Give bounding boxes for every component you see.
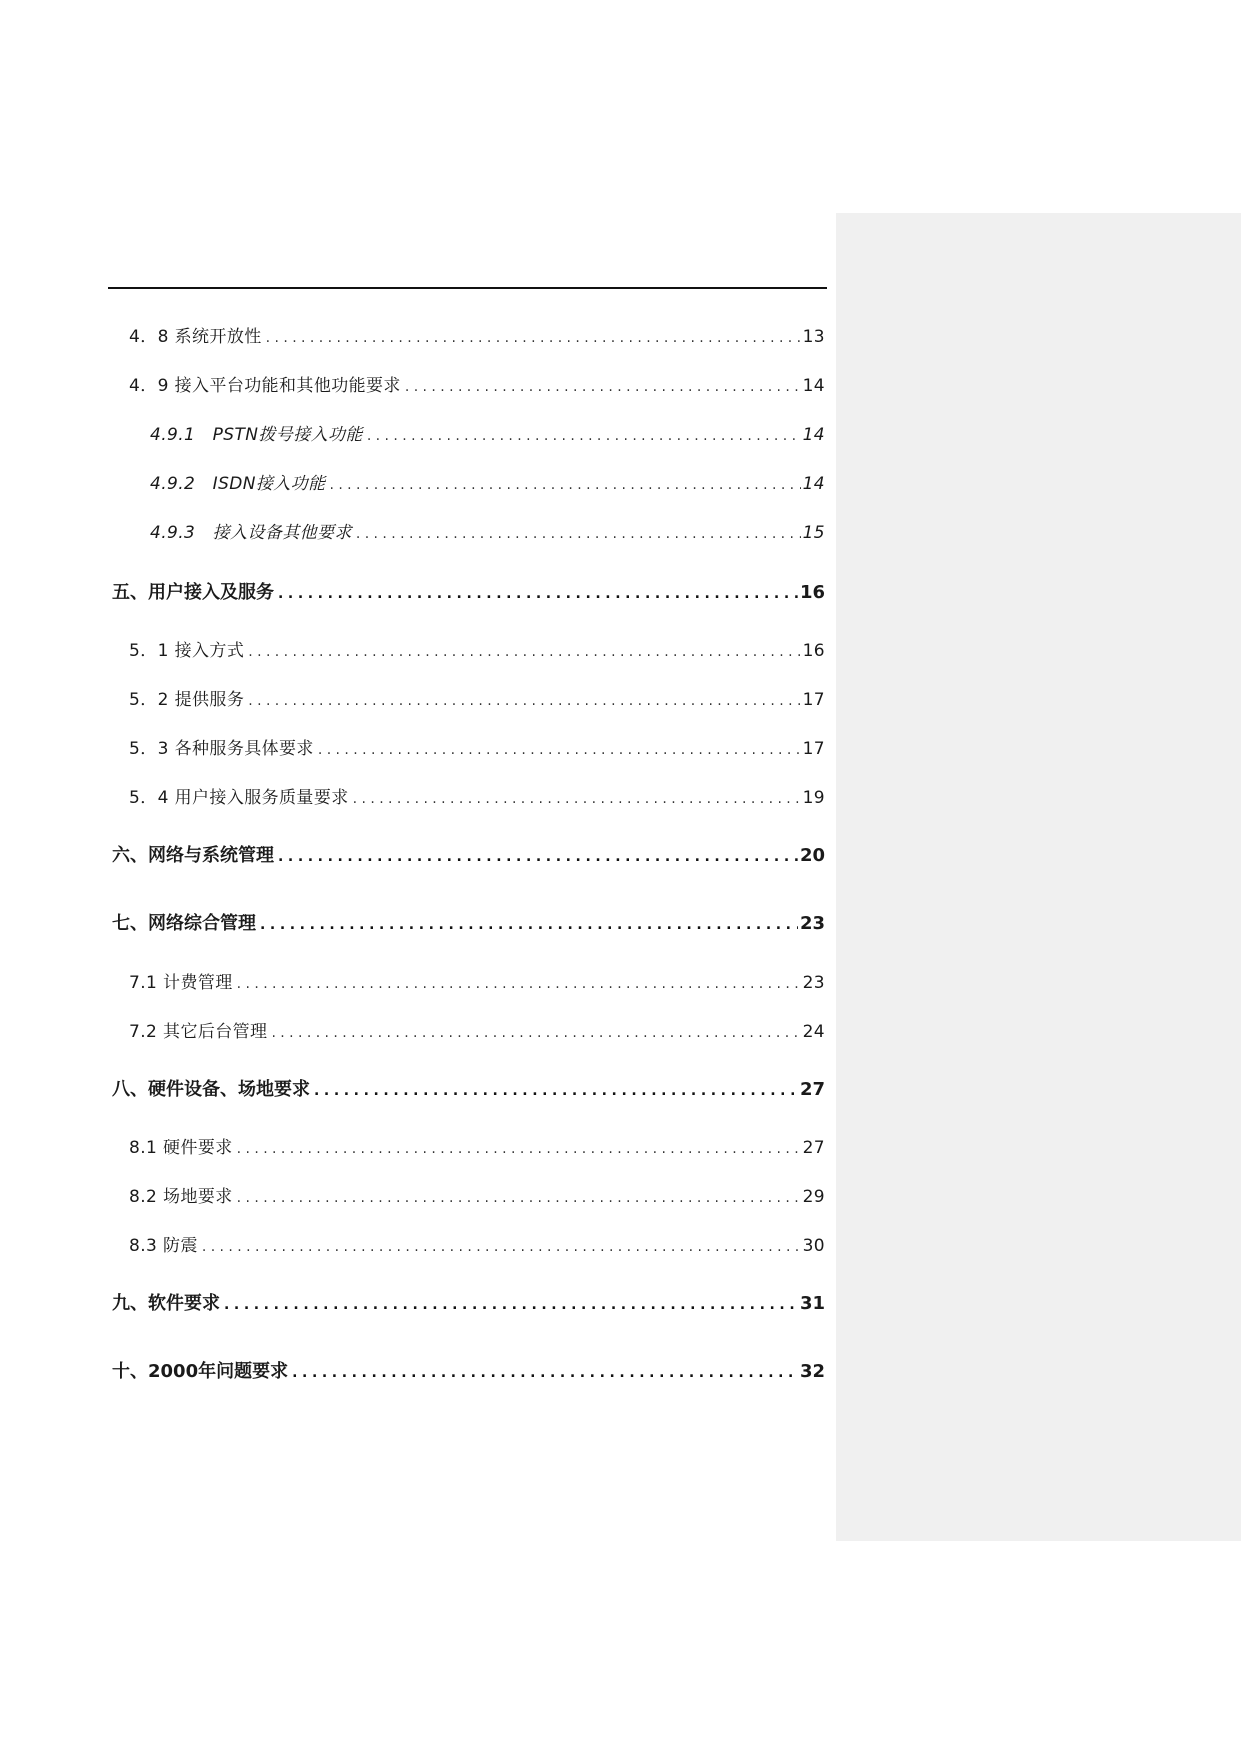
dot-leader <box>314 1080 798 1102</box>
toc-entry-5-2[interactable] <box>129 689 825 711</box>
toc-entry-10[interactable] <box>112 1361 825 1383</box>
toc-entry-4-9-2[interactable] <box>150 473 825 495</box>
header-rule <box>108 287 827 289</box>
dot-leader <box>278 583 798 605</box>
toc-entry-page: 31 <box>799 1293 825 1314</box>
dot-leader <box>271 1022 800 1044</box>
toc-entry-page: 14 <box>802 376 825 396</box>
toc-entry-label: 八、硬件设备、场地要求 <box>112 1079 310 1100</box>
toc-entry-label: 8.2 场地要求 <box>129 1187 233 1207</box>
toc-entry-page: 30 <box>802 1236 825 1256</box>
toc-entry-page: 15 <box>802 523 825 543</box>
dot-leader <box>248 690 800 712</box>
dot-leader <box>292 1362 798 1384</box>
toc-entry-page: 24 <box>802 1022 825 1042</box>
toc-entry-label: 7.2 其它后台管理 <box>129 1022 268 1042</box>
toc-entry-5[interactable] <box>112 582 825 604</box>
toc-entry-page: 13 <box>802 327 825 347</box>
toc-entry-8-2[interactable] <box>129 1186 825 1208</box>
toc-entry-label: 五、用户接入及服务 <box>112 582 274 603</box>
toc-entry-page: 19 <box>802 788 825 808</box>
toc-entry-4-9[interactable] <box>129 375 825 397</box>
toc-entry-label: 5．4 用户接入服务质量要求 <box>129 788 349 808</box>
toc-entry-page: 27 <box>799 1079 825 1100</box>
dot-leader <box>367 425 801 447</box>
toc-entry-9[interactable] <box>112 1293 825 1315</box>
toc-entry-label: 5．1 接入方式 <box>129 641 245 661</box>
toc-entry-6[interactable] <box>112 845 825 867</box>
dot-leader <box>224 1294 798 1316</box>
toc-entry-label: 4.9.1 PSTN拨号接入功能 <box>150 425 363 445</box>
toc-entry-label: 8.3 防震 <box>129 1236 198 1256</box>
dot-leader <box>202 1236 801 1258</box>
toc-entry-page: 16 <box>799 582 825 603</box>
toc-entry-page: 14 <box>802 474 825 494</box>
toc-entry-page: 29 <box>802 1187 825 1207</box>
comment-margin-pane <box>836 213 1241 1541</box>
toc-entry-page: 32 <box>799 1361 825 1382</box>
toc-entry-4-8[interactable] <box>129 326 825 348</box>
toc-entry-page: 17 <box>802 690 825 710</box>
toc-entry-page: 16 <box>802 641 825 661</box>
toc-entry-8-1[interactable] <box>129 1137 825 1159</box>
toc-entry-8[interactable] <box>112 1079 825 1101</box>
toc-entry-5-4[interactable] <box>129 787 825 809</box>
dot-leader <box>248 641 800 663</box>
dot-leader <box>260 914 798 936</box>
toc-entry-page: 27 <box>802 1138 825 1158</box>
toc-entry-label: 九、软件要求 <box>112 1293 220 1314</box>
toc-entry-label: 7.1 计费管理 <box>129 973 233 993</box>
toc-entry-7-2[interactable] <box>129 1021 825 1043</box>
toc-entry-page: 23 <box>799 913 825 934</box>
dot-leader <box>278 846 798 868</box>
toc-entry-page: 20 <box>799 845 825 866</box>
toc-entry-label: 六、网络与系统管理 <box>112 845 274 866</box>
dot-leader <box>353 788 801 810</box>
toc-entry-4-9-1[interactable] <box>150 424 825 446</box>
toc-entry-label: 4.9.3 接入设备其他要求 <box>150 523 352 543</box>
toc-entry-label: 4．8 系统开放性 <box>129 327 262 347</box>
toc-entry-4-9-3[interactable] <box>150 522 825 544</box>
toc-entry-label: 十、2000年问题要求 <box>112 1361 289 1382</box>
dot-leader <box>318 739 801 761</box>
dot-leader <box>237 1187 801 1209</box>
toc-entry-label: 4．9 接入平台功能和其他功能要求 <box>129 376 401 396</box>
dot-leader <box>237 1138 801 1160</box>
toc-entry-7[interactable] <box>112 913 825 935</box>
toc-entry-label: 七、网络综合管理 <box>112 913 256 934</box>
dot-leader <box>329 474 800 496</box>
toc-entry-7-1[interactable] <box>129 972 825 994</box>
toc-entry-page: 14 <box>802 425 825 445</box>
toc-entry-8-3[interactable] <box>129 1235 825 1257</box>
dot-leader <box>405 376 801 398</box>
dot-leader <box>237 973 801 995</box>
toc-entry-label: 8.1 硬件要求 <box>129 1138 233 1158</box>
dot-leader <box>356 523 801 545</box>
toc-entry-label: 5．3 各种服务具体要求 <box>129 739 314 759</box>
toc-entry-5-3[interactable] <box>129 738 825 760</box>
toc-entry-5-1[interactable] <box>129 640 825 662</box>
toc-entry-label: 5．2 提供服务 <box>129 690 245 710</box>
toc-entry-label: 4.9.2 ISDN接入功能 <box>150 474 326 494</box>
toc-entry-page: 23 <box>802 973 825 993</box>
dot-leader <box>266 327 801 349</box>
toc-entry-page: 17 <box>802 739 825 759</box>
